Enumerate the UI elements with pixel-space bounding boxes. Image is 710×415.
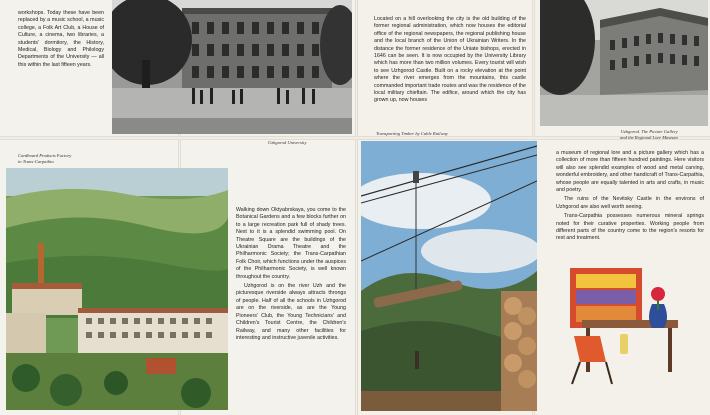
recreation-text: [236, 207, 346, 344]
fold-line: [0, 136, 710, 140]
fold-line: [355, 0, 358, 415]
caption-line: Uzhgorod. The Picture Gallery: [620, 129, 678, 134]
caption-line: Cardboard Products Factory: [18, 153, 72, 158]
picture-gallery-caption: [620, 129, 678, 141]
caption-line: in Trans-Carpathia: [18, 159, 54, 164]
timber-cable-railway-photo: [361, 141, 537, 411]
paragraph: The ruins of the Nevitsky Castle in the environs of Uzhgorod are also well worth seeing.: [556, 196, 704, 210]
paragraph: Located on a hill overlooking the city is the old building of the former regional administration, which now houses the editorial office of the regional newspapers, the regional publishing house and the local branch of the Union of Ukrainian Writers. In the distance the former residence of the Uniate bishops, erected in 1646 can be seen. It is now occupied by the University Library which has more than two million volumes. Every tourist will wish to see Uzhgorod Castle. Built on a rocky elevation at the point where the river emerges from the mountains, this castle commanded important trade routes and was the residence of the local military chieftain. The edifice, around which the city has grown up, now houses: [374, 16, 526, 104]
cardboard-factory-photo: [6, 168, 228, 410]
uzhgorod-university-caption: Uzhgorod University: [268, 140, 307, 145]
cardboard-factory-caption: [18, 153, 71, 165]
intro-text: [18, 10, 104, 71]
paragraph: Trans-Carpathia possesses numerous mineral springs noted for their curative properties. Working people from different parts of the country come to the region's resorts for rest and treatment.: [556, 213, 704, 242]
paragraph: workshops. Today these have been replaced by a music school, a music college, a Folk Art Club, a House of Culture, a cinema, two libraries, a students' dormitory, the History, Medical, Biology and Philology Departments of the University — all this within the last fifteen years.: [18, 10, 104, 68]
uzhgorod-university-photo: [112, 0, 352, 134]
paragraph: Uzhgorod is on the river Uzh and the picturesque riverside always attracts throngs of people. Half of all the schools in Uzhgorod are on the riverside, as are the Young Pioneers' Club, the Young Technicians' and Children's Tourist Centre, the Children's Railway, and many other facilities for interesting and instructive juvenile activities.: [236, 283, 346, 341]
timber-caption: Transporting Timber by Cable Railway: [376, 131, 448, 136]
caption-line: and the Regional Lore Museum: [620, 135, 678, 140]
paragraph: Walking down Oktyabrskaya, you come to the Botanical Gardens and a few blocks further on to a large recreation park full of shady trees. Next to it is a splendid swimming pool. On Theatre Square are the buildings of the Ukrainian Drama Theatre and the Philharmonic Society; the Trans-Carpathian Folk Choir, which functions under the auspices of the Philharmonic Society, is well known throughout the country.: [236, 207, 346, 280]
paragraph: a museum of regional lore and a picture gallery which has a collection of more than fifteen hundred paintings. Here visitors will also see splendid examples of wood and metal carving, wonderful embroidery, and other handicraft of Trans-Carpathia, whose people are equally talented in arts and crafts, in music and poetry.: [556, 150, 704, 194]
furniture-illustration: [560, 258, 690, 392]
castle-text: [374, 16, 526, 107]
museum-text: [556, 150, 704, 245]
picture-gallery-photo: [540, 0, 708, 126]
